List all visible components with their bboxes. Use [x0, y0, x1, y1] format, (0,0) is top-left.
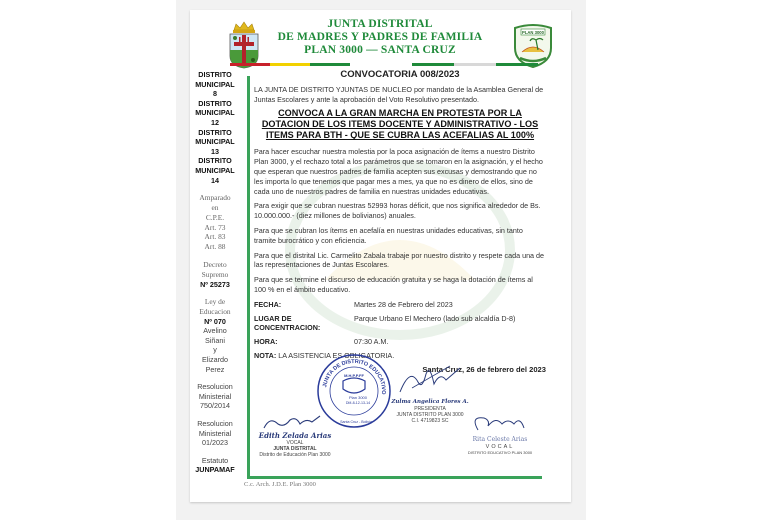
stamp-plan-text: Plan 3000 — [348, 395, 368, 400]
stamp-bottom-text: Santa Cruz - Bolivia — [340, 420, 372, 424]
title-line-2: DE MADRES Y PADRES DE FAMILIA — [277, 31, 483, 43]
title-line-3: PLAN 3000 — SANTA CRUZ — [304, 44, 456, 56]
sidebar-distrito-4: DISTRITO — [198, 156, 232, 166]
sidebar-art-83: Art. 83 — [204, 232, 226, 242]
sidebar-municipal-3: MUNICIPAL — [195, 137, 235, 147]
sidebar-supremo: Supremo — [201, 269, 229, 279]
hora-label: HORA: — [254, 337, 278, 347]
paragraph-1: Para hacer escuchar nuestra molestia por la poca asignación de ítems a nuestro Distrito Plan 3000, y el rechazo total a los parámetros que se tomaron en la asignación, y el hecho que esperan que nuestros padres de familia acepten sus excusas y demostrando que no les importa lo que tenemos que pagar mes a mes, ya que no es dinero de ellos, sino de cada uno de nuestros padres de familia en nuestras unidades educativas. — [254, 147, 543, 196]
vocal-2-org: DISTRITO EDUCATIVO PLAN 3000 — [467, 450, 533, 455]
sidebar-amparado: Amparado — [199, 193, 231, 203]
info-row-lugar — [254, 314, 546, 334]
sidebar-distrito-2: DISTRITO — [198, 98, 232, 108]
vocal-1-detail: Distrito de Educación Plan 3000 — [259, 452, 331, 458]
sidebar-number-12: 12 — [211, 117, 219, 127]
sidebar-resolucion-1: Resolucion — [197, 382, 233, 392]
sidebar-art-73: Art. 73 — [204, 222, 226, 232]
green-horizontal-rule — [247, 476, 542, 479]
place-and-date: Santa Cruz, 26 de febrero del 2023 — [422, 364, 546, 374]
stamp-top-text: M.H.P.P.FF — [344, 373, 364, 378]
lugar-label: LUGAR DE CONCENTRACION: — [254, 313, 321, 333]
handwritten-signature-vocal-2 — [460, 412, 540, 434]
sidebar-avelino: Avelino — [203, 326, 227, 336]
sidebar-res1-number: 750/2014 — [200, 401, 230, 411]
presidenta-org: JUNTA DISTRITO PLAN 3000 — [396, 412, 464, 418]
hora-value: 07:30 A.M. — [354, 337, 389, 347]
paragraph-2: Para exigir que se cubran nuestras 52993 horas déficit, que nos significa alrededor de Bs. 10.000.000.- (diez millones de bolivianos) anuales. — [254, 201, 541, 221]
sidebar-res2-number: 01/2023 — [202, 438, 228, 448]
signature-vocal-1 — [250, 414, 340, 458]
nota-line — [254, 351, 546, 361]
vocal-1-org: JUNTA DISTRITAL — [273, 446, 317, 452]
sidebar-elizardo: Elizardo — [202, 355, 228, 365]
presidenta-name: Zulma Angelica Flores A. — [391, 399, 469, 405]
sidebar-number-13: 13 — [211, 146, 219, 156]
sidebar-cpe: C.P.E. — [205, 212, 225, 222]
organization-title — [250, 18, 510, 57]
sidebar-ministerial-1: Ministerial — [198, 391, 232, 401]
stamp-ring-text: JUNTA DE DISTRITO EDUCATIVO — [322, 358, 387, 395]
fecha-label: FECHA: — [254, 299, 282, 309]
paragraph-4: Para que el distrital Lic. Carmelito Zabala trabaje por nuestro distrito y respete cada una de las representaciones de Juntas Escolares. — [254, 250, 545, 270]
legal-sidebar — [190, 70, 240, 475]
sidebar-sinani: Siñani — [205, 335, 225, 345]
info-row-fecha — [254, 300, 546, 310]
document-page — [190, 10, 571, 502]
flag-bar-green-3 — [496, 63, 538, 66]
vocal-2-role: VOCAL — [485, 444, 515, 450]
sidebar-educacion: Educacion — [199, 306, 231, 316]
sidebar-decreto: Decreto — [203, 259, 227, 269]
nota-text: LA ASISTENCIA ES OBLIGATORIA. — [276, 350, 395, 360]
presidenta-role: PRESIDENTA — [414, 406, 446, 412]
handwritten-signature-vocal-1 — [250, 414, 340, 430]
flag-bar-red — [230, 63, 270, 66]
sidebar-number-8: 8 — [213, 89, 217, 99]
convocatoria-title: CONVOCATORIA 008/2023 — [340, 69, 460, 80]
sidebar-ley-number: Nº 070 — [204, 316, 226, 326]
plan-3000-shield-icon — [512, 22, 554, 68]
paragraph-5: Para que se termine el discurso de educación gratuita y se haga la dotación de ítems al 100 % en el ámbito educativo. — [254, 275, 533, 294]
logo-text: PLAN 3000 — [522, 29, 544, 35]
signature-vocal-2 — [460, 412, 540, 456]
copy-archive-note: C.c. Arch. J.D.E. Plan 3000 — [244, 481, 316, 488]
sidebar-number-14: 14 — [211, 175, 219, 185]
info-row-hora — [254, 337, 546, 347]
sidebar-municipal-4: MUNICIPAL — [195, 165, 235, 175]
sidebar-en: en — [211, 202, 219, 212]
handwritten-signature-presidenta — [390, 362, 470, 396]
flag-bar-green-2 — [412, 63, 454, 66]
presidenta-detail: C.I. 4719823 SC — [411, 418, 449, 424]
vocal-1-name: Edith Zelada Arias — [258, 431, 332, 440]
vocal-1-role: VOCAL — [286, 440, 304, 446]
sidebar-ley-de: Ley de — [204, 297, 226, 307]
lugar-value: Parque Urbano El Mechero (lado sub alcaldía D-8) — [354, 313, 516, 323]
sidebar-distrito-3: DISTRITO — [198, 127, 232, 137]
sidebar-decreto-number: Nº 25273 — [200, 279, 230, 289]
title-line-1: JUNTA DISTRITAL — [327, 18, 433, 30]
signature-presidenta — [390, 362, 470, 424]
sidebar-junpamaf: JUNPAMAF — [195, 465, 235, 475]
sidebar-perez: Perez — [205, 364, 225, 374]
sidebar-municipal-1: MUNICIPAL — [195, 79, 235, 89]
sidebar-distrito-1: DISTRITO — [198, 70, 232, 79]
paragraph-3: Para que se cubran los ítems en acefalía en nuestras unidades educativas, sin tanto tramite burocrático y con eficiencia. — [254, 225, 523, 245]
intro-paragraph: LA JUNTA DE DISTRITO YJUNTAS DE NUCLEO por mandato de la Asamblea General de Juntas Escolares y ante la aprobación del Voto Resolutivo presentado. — [254, 84, 544, 104]
fecha-value: Martes 28 de Febrero del 2023 — [354, 299, 453, 309]
letter-body — [254, 68, 546, 375]
sidebar-resolucion-2: Resolucion — [197, 419, 233, 429]
sidebar-art-88: Art. 88 — [204, 242, 226, 252]
sidebar-estatuto: Estatuto — [201, 455, 229, 465]
flag-bar-yellow — [270, 63, 310, 66]
vocal-2-name: Rita Celeste Arias — [472, 436, 528, 443]
flag-bar-white — [454, 63, 496, 66]
flag-bar-green — [310, 63, 350, 66]
nota-label: NOTA: — [254, 350, 277, 360]
sidebar-municipal-2: MUNICIPAL — [195, 108, 235, 118]
sidebar-y: y — [213, 345, 217, 355]
sidebar-ministerial-2: Ministerial — [198, 428, 232, 438]
main-headline: CONVOCA A LA GRAN MARCHA EN PROTESTA POR LA DOTACION DE LOS ITEMS DOCENTE Y ADMINISTRATIVO - LOS ITEMS PARA BTH - QUE SE CUBRA LAS ACEFALIAS AL 100% — [261, 108, 539, 141]
stamp-dm-text: DM-8-12-13-14 — [345, 401, 371, 405]
